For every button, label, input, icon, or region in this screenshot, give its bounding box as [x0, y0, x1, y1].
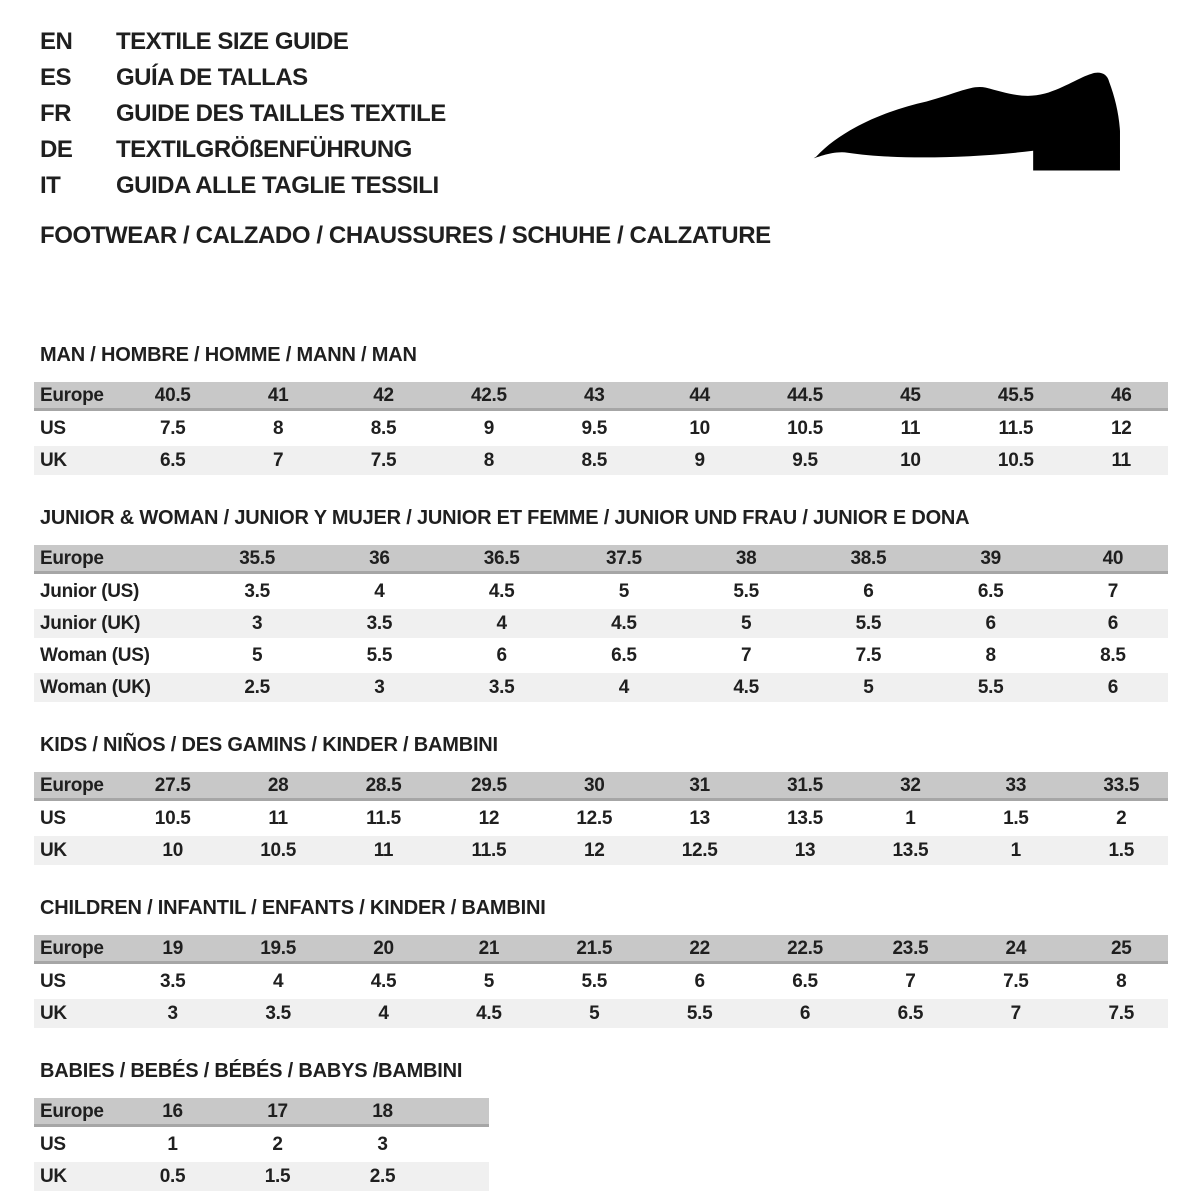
- size-value: 11: [900, 418, 921, 439]
- size-value: 7.5: [1003, 971, 1029, 992]
- size-value: 7.5: [159, 418, 186, 439]
- size-value: 45: [900, 385, 921, 406]
- size-value: 6.5: [977, 581, 1004, 602]
- language-row: [40, 60, 446, 96]
- size-value: 10.5: [997, 450, 1034, 471]
- row-label: Woman (US): [40, 645, 150, 666]
- size-value: 6: [1107, 677, 1119, 698]
- size-value: 0.5: [159, 1166, 186, 1187]
- size-value: 24: [1005, 938, 1027, 959]
- language-code: EN: [40, 28, 73, 55]
- size-value: 8.5: [581, 450, 608, 471]
- size-value: 3: [374, 677, 385, 698]
- size-value: 6: [799, 1003, 811, 1024]
- size-value: 2: [1116, 808, 1127, 829]
- size-value: 9.5: [792, 450, 818, 471]
- size-value: 13: [689, 808, 710, 829]
- size-value: 39: [980, 548, 1001, 569]
- row-label: UK: [40, 1003, 67, 1024]
- size-value: 38.5: [850, 548, 887, 569]
- size-value: 2.5: [244, 677, 270, 698]
- size-value: 9: [694, 450, 705, 471]
- size-value: 31: [689, 775, 710, 796]
- size-value: 5: [483, 971, 494, 992]
- size-value: 8: [985, 645, 996, 666]
- table-row: [34, 1162, 489, 1191]
- section-title: CHILDREN / INFANTIL / ENFANTS / KINDER / BAMBINI: [40, 897, 546, 919]
- size-value: 9: [483, 418, 494, 439]
- size-value: 42: [373, 385, 394, 406]
- size-value: 10.5: [154, 808, 191, 829]
- table-row: [34, 804, 1168, 833]
- size-value: 43: [583, 385, 605, 406]
- size-table: [34, 382, 1168, 475]
- table-row: [34, 577, 1168, 606]
- language-code: FR: [40, 100, 71, 127]
- size-value: 18: [372, 1101, 393, 1122]
- size-value: 1: [905, 808, 916, 829]
- size-value: 20: [373, 938, 394, 959]
- size-value: 35.5: [239, 548, 276, 569]
- language-label: GUÍA DE TALLAS: [116, 64, 308, 91]
- size-value: 21.5: [576, 938, 613, 959]
- row-label: US: [40, 808, 66, 829]
- size-value: 13.5: [787, 808, 823, 829]
- row-label: UK: [40, 450, 67, 471]
- size-value: 3: [251, 613, 263, 634]
- tables-area: [34, 344, 1168, 1194]
- size-table: [34, 772, 1168, 865]
- size-value: 6.5: [897, 1003, 924, 1024]
- size-section: [34, 1060, 1168, 1191]
- size-value: 5: [589, 1003, 600, 1024]
- size-value: 44: [689, 385, 710, 406]
- table-row: [34, 609, 1168, 638]
- row-label: Junior (UK): [40, 613, 141, 634]
- size-value: 8.5: [370, 418, 397, 439]
- size-value: 7: [1010, 1003, 1021, 1024]
- language-code: IT: [40, 172, 61, 199]
- size-value: 8: [1116, 971, 1127, 992]
- size-value: 6: [496, 645, 507, 666]
- size-value: 17: [267, 1101, 288, 1122]
- size-table: [34, 935, 1168, 1028]
- size-value: 4.5: [488, 581, 515, 602]
- size-value: 5.5: [977, 677, 1004, 698]
- size-value: 37.5: [605, 548, 642, 569]
- size-value: 41: [267, 385, 289, 406]
- size-value: 23.5: [892, 938, 929, 959]
- size-value: 3.5: [488, 677, 515, 698]
- size-value: 1.5: [264, 1166, 291, 1187]
- table-row: [34, 673, 1168, 702]
- size-value: 5.5: [366, 645, 393, 666]
- size-value: 16: [162, 1101, 183, 1122]
- size-value: 5: [251, 645, 263, 666]
- size-value: 6: [985, 613, 996, 634]
- row-label: Europe: [40, 775, 104, 796]
- size-value: 4.5: [733, 677, 759, 698]
- size-value: 10: [900, 450, 921, 471]
- row-label: UK: [40, 840, 67, 861]
- row-label: Europe: [40, 548, 104, 569]
- size-value: 5.5: [855, 613, 882, 634]
- size-value: 36.5: [483, 548, 520, 569]
- size-value: 38: [735, 548, 757, 569]
- size-value: 45.5: [997, 385, 1034, 406]
- size-section: [34, 897, 1168, 1028]
- size-value: 7: [740, 645, 752, 666]
- size-value: 46: [1110, 385, 1132, 406]
- size-value: 11: [373, 840, 394, 861]
- size-value: 6.5: [159, 450, 186, 471]
- size-table: [34, 1098, 1168, 1191]
- size-value: 5.5: [733, 581, 759, 602]
- size-value: 5: [618, 581, 630, 602]
- size-value: 40: [1102, 548, 1124, 569]
- size-value: 12.5: [681, 840, 718, 861]
- row-label: Europe: [40, 1101, 104, 1122]
- table-row: [34, 382, 1168, 411]
- size-value: 12: [478, 808, 500, 829]
- size-value: 6.5: [611, 645, 637, 666]
- size-value: 7: [272, 450, 284, 471]
- row-label: US: [40, 418, 66, 439]
- size-value: 10.5: [260, 840, 296, 861]
- size-value: 4: [496, 613, 507, 634]
- size-section: [34, 734, 1168, 865]
- size-value: 7.5: [1108, 1003, 1134, 1024]
- size-value: 19: [162, 938, 183, 959]
- size-value: 19.5: [260, 938, 296, 959]
- size-value: 28: [267, 775, 289, 796]
- size-value: 12.5: [576, 808, 613, 829]
- size-value: 5.5: [581, 971, 608, 992]
- size-value: 6: [863, 581, 874, 602]
- size-value: 22: [689, 938, 710, 959]
- table-row: [34, 545, 1168, 574]
- row-label: Woman (UK): [40, 677, 151, 698]
- table-row: [34, 446, 1168, 475]
- section-title: MAN / HOMBRE / HOMME / MANN / MAN: [40, 344, 417, 366]
- size-value: 4: [374, 581, 385, 602]
- size-value: 8.5: [1100, 645, 1126, 666]
- table-row: [34, 967, 1168, 996]
- size-value: 6.5: [792, 971, 818, 992]
- size-value: 5: [863, 677, 874, 698]
- size-value: 8: [483, 450, 494, 471]
- size-value: 10: [689, 418, 710, 439]
- size-value: 32: [900, 775, 921, 796]
- size-value: 10: [162, 840, 183, 861]
- size-value: 30: [583, 775, 605, 796]
- table-row: [34, 641, 1168, 670]
- size-value: 13.5: [892, 840, 929, 861]
- size-value: 6: [1107, 613, 1119, 634]
- size-value: 4: [272, 971, 284, 992]
- size-value: 11.5: [366, 808, 401, 829]
- size-value: 3.5: [366, 613, 393, 634]
- size-value: 12: [1110, 418, 1132, 439]
- language-code: DE: [40, 136, 73, 163]
- section-title: BABIES / BEBÉS / BÉBÉS / BABYS /BAMBINI: [40, 1060, 463, 1082]
- size-value: 7.5: [370, 450, 397, 471]
- size-value: 21: [478, 938, 500, 959]
- size-table: [34, 545, 1168, 702]
- size-value: 44.5: [787, 385, 823, 406]
- row-label: US: [40, 1134, 66, 1155]
- row-label: Europe: [40, 938, 104, 959]
- language-title-block: [40, 24, 446, 204]
- language-row: [40, 132, 446, 168]
- language-row: [40, 24, 446, 60]
- size-value: 28.5: [365, 775, 402, 796]
- size-value: 11: [268, 808, 288, 829]
- table-row: [34, 772, 1168, 801]
- size-value: 42.5: [470, 385, 507, 406]
- table-row: [34, 1098, 489, 1127]
- table-row: [34, 999, 1168, 1028]
- language-label: GUIDE DES TAILLES TEXTILE: [116, 100, 446, 127]
- language-row: [40, 168, 446, 204]
- section-title: JUNIOR & WOMAN / JUNIOR Y MUJER / JUNIOR ET FEMME / JUNIOR UND FRAU / JUNIOR E DONA: [40, 507, 970, 529]
- language-label: TEXTILGRÖßENFÜHRUNG: [116, 136, 412, 163]
- size-value: 4.5: [370, 971, 397, 992]
- size-value: 4.5: [611, 613, 637, 634]
- size-value: 3: [377, 1134, 388, 1155]
- size-value: 1.5: [1003, 808, 1029, 829]
- category-heading: FOOTWEAR / CALZADO / CHAUSSURES / SCHUHE / CALZATURE: [40, 222, 771, 249]
- table-row: [34, 414, 1168, 443]
- size-value: 36: [369, 548, 390, 569]
- row-label: UK: [40, 1166, 67, 1187]
- size-value: 1: [1010, 840, 1021, 861]
- size-value: 5: [740, 613, 752, 634]
- language-label: GUIDA ALLE TAGLIE TESSILI: [116, 172, 439, 199]
- language-code: ES: [40, 64, 72, 91]
- size-value: 25: [1110, 938, 1132, 959]
- shoe-icon: [795, 60, 1147, 208]
- size-value: 29.5: [470, 775, 507, 796]
- row-label: Europe: [40, 385, 104, 406]
- size-value: 3.5: [265, 1003, 291, 1024]
- size-value: 33: [1005, 775, 1027, 796]
- size-value: 4: [378, 1003, 389, 1024]
- section-title: KIDS / NIÑOS / DES GAMINS / KINDER / BAMBINI: [40, 734, 498, 756]
- size-value: 4.5: [476, 1003, 502, 1024]
- size-value: 8: [272, 418, 284, 439]
- size-section: [34, 344, 1168, 475]
- size-value: 2: [272, 1134, 283, 1155]
- table-row: [34, 935, 1168, 964]
- size-value: 11: [1111, 450, 1131, 471]
- size-value: 3: [167, 1003, 178, 1024]
- size-value: 33.5: [1103, 775, 1140, 796]
- size-value: 13: [794, 840, 816, 861]
- size-value: 10.5: [787, 418, 823, 439]
- size-value: 9.5: [581, 418, 608, 439]
- size-value: 3.5: [159, 971, 186, 992]
- size-value: 22.5: [787, 938, 823, 959]
- size-value: 4: [618, 677, 630, 698]
- size-value: 3.5: [244, 581, 270, 602]
- size-value: 11.5: [998, 418, 1034, 439]
- row-label: Junior (US): [40, 581, 140, 602]
- size-value: 27.5: [154, 775, 191, 796]
- language-label: TEXTILE SIZE GUIDE: [116, 28, 349, 55]
- table-row: [34, 836, 1168, 865]
- size-value: 7.5: [855, 645, 882, 666]
- size-value: 40.5: [154, 385, 191, 406]
- size-value: 6: [694, 971, 705, 992]
- size-value: 1: [167, 1134, 178, 1155]
- row-label: US: [40, 971, 66, 992]
- size-value: 1.5: [1108, 840, 1134, 861]
- size-value: 2.5: [369, 1166, 396, 1187]
- language-row: [40, 96, 446, 132]
- size-value: 11.5: [471, 840, 507, 861]
- table-row: [34, 1130, 489, 1159]
- size-value: 5.5: [686, 1003, 713, 1024]
- size-value: 7: [905, 971, 916, 992]
- size-section: [34, 507, 1168, 702]
- size-value: 31.5: [787, 775, 823, 796]
- size-value: 12: [583, 840, 605, 861]
- size-value: 7: [1107, 581, 1119, 602]
